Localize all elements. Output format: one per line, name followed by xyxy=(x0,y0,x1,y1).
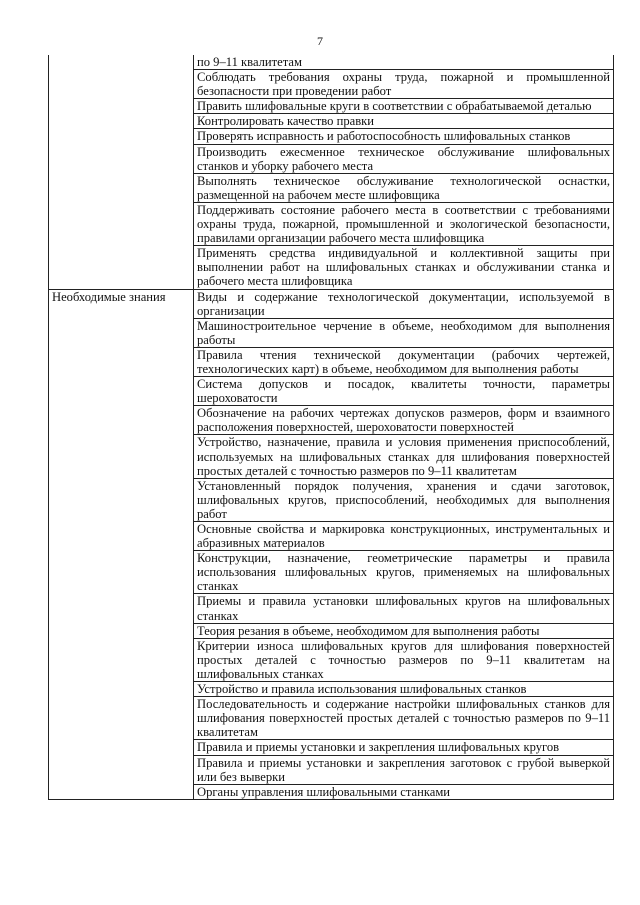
table-cell: Поддерживать состояние рабочего места в соответствии с требованиями охраны труда, пожарной, промышленной и экологической безопасности, правилами организации рабочего места шлифовщика xyxy=(194,202,614,245)
table-cell: Установленный порядок получения, хранения и сдачи заготовок, шлифовальных кругов, приспособлений, необходимых для выполнения работ xyxy=(194,478,614,521)
table-cell: Органы управления шлифовальными станками xyxy=(194,784,614,799)
table-cell: Конструкции, назначение, геометрические параметры и правила использования шлифовальных кругов, применяемых на шлифовальных станках xyxy=(194,551,614,594)
table-cell: Правила и приемы установки и закрепления заготовок с грубой выверкой или без выверки xyxy=(194,755,614,784)
table-cell: Править шлифовальные круги в соответствии с обрабатываемой деталью xyxy=(194,99,614,114)
table-cell: Правила и приемы установки и закрепления шлифовальных кругов xyxy=(194,740,614,755)
section-label-knowledge: Необходимые знания xyxy=(49,289,194,799)
table-cell: Виды и содержание технологической документации, используемой в организации xyxy=(194,289,614,318)
table-cell: Проверять исправность и работоспособность шлифовальных станков xyxy=(194,129,614,144)
table-cell: Контролировать качество правки xyxy=(194,114,614,129)
table-cell: Критерии износа шлифовальных кругов для шлифования поверхностей простых деталей с точностью размеров по 9–11 квалитетам на шлифовальных станках xyxy=(194,638,614,681)
table-cell: Соблюдать требования охраны труда, пожарной и промышленной безопасности при проведении работ xyxy=(194,70,614,99)
table-cell: Правила чтения технической документации (рабочих чертежей, технологических карт) в объеме, необходимом для выполнения работы xyxy=(194,347,614,376)
table-cell: Основные свойства и маркировка конструкционных, инструментальных и абразивных материалов xyxy=(194,522,614,551)
table-cell: Приемы и правила установки шлифовальных кругов на шлифовальных станках xyxy=(194,594,614,623)
table-row xyxy=(49,55,614,70)
table-cell: Устройство, назначение, правила и условия применения приспособлений, используемых на шлифовальных станках для шлифования поверхностей простых деталей с точностью размеров по 9–11 квалитетам xyxy=(194,435,614,478)
table-cell: Последовательность и содержание настройки шлифовальных станков для шлифования поверхностей простых деталей с точностью размеров по 9–11 квалитетам xyxy=(194,697,614,740)
table-cell: Выполнять техническое обслуживание технологической оснастки, размещенной на рабочем месте шлифовщика xyxy=(194,173,614,202)
table-cell: Производить ежесменное техническое обслуживание шлифовальных станков и уборку рабочего места xyxy=(194,144,614,173)
page-number: 7 xyxy=(317,34,323,48)
table-cell: Применять средства индивидуальной и коллективной защиты при выполнении работ на шлифовальных станках и обслуживании станка и рабочего места шлифовщика xyxy=(194,246,614,289)
table-cell: Машиностроительное черчение в объеме, необходимом для выполнения работы xyxy=(194,318,614,347)
table-cell: по 9–11 квалитетам xyxy=(194,55,614,70)
requirements-table xyxy=(48,55,614,800)
table-cell: Обозначение на рабочих чертежах допусков размеров, форм и взаимного расположения поверхностей, шероховатости поверхностей xyxy=(194,406,614,435)
table-cell: Система допусков и посадок, квалитеты точности, параметры шероховатости xyxy=(194,377,614,406)
table-cell: Устройство и правила использования шлифовальных станков xyxy=(194,682,614,697)
table-cell: Теория резания в объеме, необходимом для выполнения работы xyxy=(194,623,614,638)
table-row xyxy=(49,289,614,318)
section-label-cell xyxy=(49,55,194,289)
